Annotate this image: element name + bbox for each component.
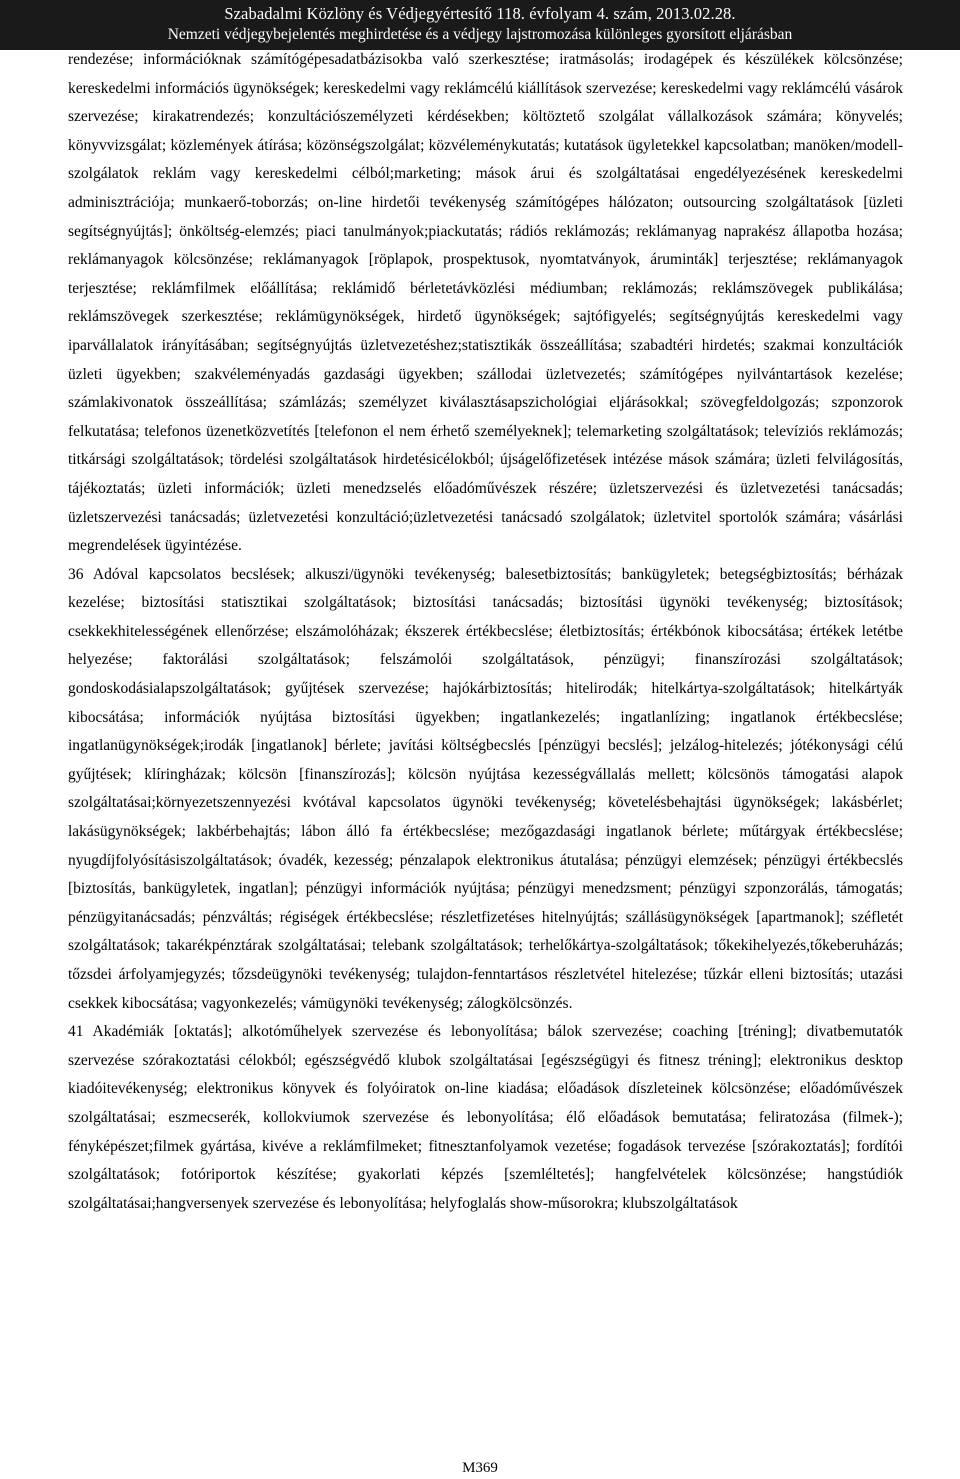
paragraph-class-35-continued: rendezése; információknak számítógépesadatbázisokba való szerkesztése; iratmásolás; irodagépek és készülékek kölcsönzése; kereskedelmi információs ügynökségek; kereskedelmi vagy reklámcélú kiállítások szervezése; kereskedelmi vagy reklámcélú vásárok szervezése; kirakatrendezés; konzultációszemélyzeti kérdésekben; költöztető szolgálat vállalkozások számára; könyvelés; könyvvizsgálat; közlemények átírása; közönségszolgálat; közvéleménykutatás; kutatások ügyletekkel kapcsolatban; manöken/modell-szolgálatok reklám vagy kereskedelmi célból;marketing; mások árui és szolgáltatásai engedélyezésének kereskedelmi adminisztrációja; munkaerő-toborzás; on-line hirdetői tevékenység számítógépes hálózaton; outsourcing szolgáltatások [üzleti segítségnyújtás]; önköltség-elemzés; piaci tanulmányok;piackutatás; rádiós reklámozás; reklámanyag naprakész állapotba hozása; reklámanyagok kölcsönzése; reklámanyagok [röplapok, prospektusok, nyomtatványok, áruminták] terjesztése; reklámanyagok terjesztése; reklámfilmek előállítása; reklámidő bérletetávközlési médiumban; reklámozás; reklámszövegek publikálása; reklámszövegek szerkesztése; reklámügynökségek, hirdető ügynökségek; sajtófigyelés; segítségnyújtás kereskedelmi vagy iparvállalatok irányításában; segítségnyújtás üzletvezetéshez;statisztikák összeállítása; szabadtéri hirdetés; szakmai konzultációk üzleti ügyekben; szakvéleményadás gazdasági ügyekben; szállodai üzletvezetés; számítógépes nyilvántartások kezelése; számlakivonatok összeállítása; számlázás; személyzet kiválasztásapszichológiai eljárásokkal; szövegfeldolgozás; szponzorok felkutatása; telefonos üzenetközvetítés [telefonon el nem érhető személyeknek]; telemarketing szolgáltatások; televíziós reklámozás; titkársági szolgáltatások; tördelési szolgáltatások hirdetésicélokból; újságelőfizetések intézése mások számára; üzleti felvilágosítás, tájékoztatás; üzleti információk; üzleti menedzselés előadóművészek részére; üzletszervezési és üzletvezetési tanácsadás; üzletszervezési tanácsadás; üzletvezetési konzultáció;üzletvezetési tanácsadó szolgálatok; üzletvitel sportolók számára; vásárlási megrendelések ügyintézése.	[68, 51, 903, 555]
page-number: M369	[462, 1460, 498, 1476]
paragraph-class-41: 41 Akadémiák [oktatás]; alkotóműhelyek szervezése és lebonyolítása; bálok szervezése; coaching [tréning]; divatbemutatók szervezése szórakoztatási célokból; egészségvédő klubok szolgáltatásai [egészségügyi és fitnesz tréning]; elektronikus desktop kiadóitevékenység; elektronikus könyvek és folyóiratok on-line kiadása; előadások díszleteinek kölcsönzése; előadóművészek szolgáltatásai; eszmecserék, kollokviumok szervezése és lebonyolítása; élő előadások bemutatása; feliratozása (filmek-); fényképészet;filmek gyártása, kivéve a reklámfilmeket; fitnesztanfolyamok vezetése; fogadások tervezése [szórakoztatás]; fordítói szolgáltatások; fotóriportok készítése; gyakorlati képzés [szemléltetés]; hangfelvételek kölcsönzése; hangstúdiók szolgáltatásai;hangversenyek szervezése és lebonyolítása; helyfoglalás show-műsorokra; klubszolgáltatások	[68, 1023, 903, 1212]
section-title: Nemzeti védjegybejelentés meghirdetése és a védjegy lajstromozása különleges gyorsított eljárásban	[167, 26, 793, 43]
publication-title: Szabadalmi Közlöny és Védjegyértesítő 118. évfolyam 4. szám, 2013.02.28.	[224, 4, 736, 23]
page-header	[0, 0, 960, 50]
document-body	[68, 46, 903, 1218]
paragraph-class-36: 36 Adóval kapcsolatos becslések; alkuszi/ügynöki tevékenység; balesetbiztosítás; bankügyletek; betegségbiztosítás; bérházak kezelése; biztosítási statisztikai szolgáltatások; biztosítási tanácsadás; biztosítási ügynöki tevékenység; biztosítások; csekkekhitelességének ellenőrzése; elszámolóházak; ékszerek értékbecslése; életbiztosítás; értékbónok kibocsátása; értékek letétbe helyezése; faktorálási szolgáltatások; felszámolói szolgáltatások, pénzügyi; finanszírozási szolgáltatások; gondoskodásialapszolgáltatások; gyűjtések szervezése; hajókárbiztosítás; hitelirodák; hitelkártya-szolgáltatások; hitelkártyák kibocsátása; információk nyújtása biztosítási ügyekben; ingatlankezelés; ingatlanlízing; ingatlanok értékbecslése; ingatlanügynökségek;irodák [ingatlanok] bérlete; javítási költségbecslés [pénzügyi becslés]; jelzálog-hitelezés; jótékonysági célú gyűjtések; klíringházak; kölcsön [finanszírozás]; kölcsön nyújtása kezességvállalás mellett; kölcsönös támogatási alapok szolgáltatásai;környezetszennyezési kvótával kapcsolatos ügynöki tevékenység; követelésbehajtási ügynökségek; lakásbérlet; lakásügynökségek; lakbérbehajtás; lábon álló fa értékbecslése; mezőgazdasági ingatlanok bérlete; műtárgyak értékbecslése; nyugdíjfolyósításiszolgáltatások; óvadék, kezesség; pénzalapok elektronikus átutalása; pénzügyi elemzések; pénzügyi értékbecslés [biztosítás, bankügyletek, ingatlan]; pénzügyi információk nyújtása; pénzügyi menedzsment; pénzügyi szponzorálás, támogatás; pénzügyitanácsadás; pénzváltás; régiségek értékbecslése; részletfizetéses hitelnyújtás; szállásügynökségek [apartmanok]; széfletét szolgáltatások; takarékpénztárak szolgáltatásai; telebank szolgáltatások; terhelőkártya-szolgáltatások; tőkekihelyezés,tőkeberuházás; tőzsdei árfolyamjegyzés; tőzsdeügynöki tevékenység; tulajdon-fenntartásos részletvétel hitelezése; tűzkár elleni biztosítás; utazási csekkek kibocsátása; vagyonkezelés; vámügynöki tevékenység; zálogkölcsönzés.	[68, 565, 903, 1012]
